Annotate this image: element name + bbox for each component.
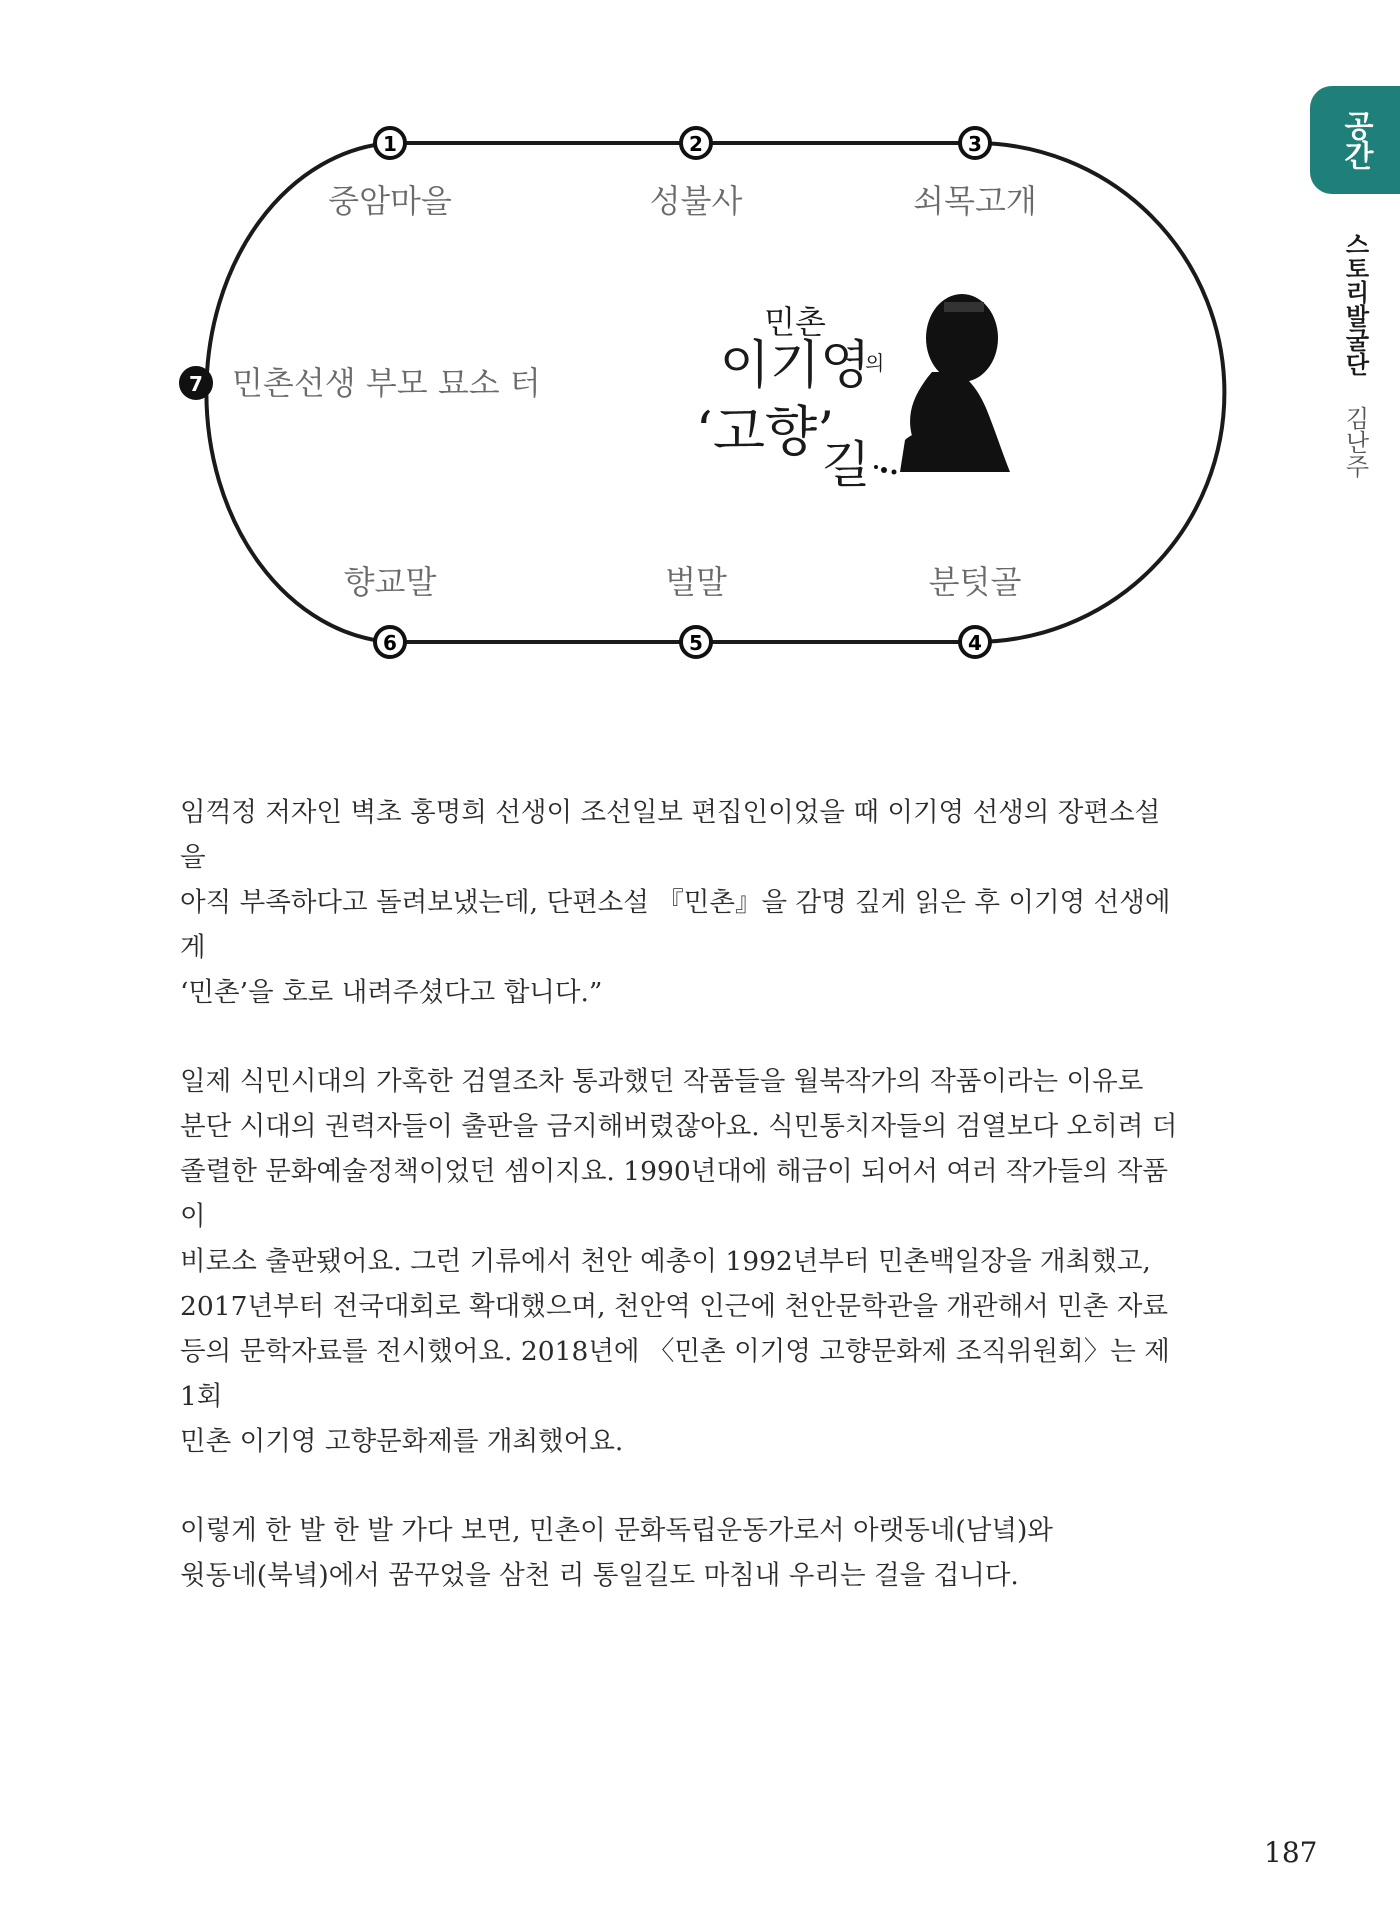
body-text — [180, 790, 1180, 1642]
side-running-title — [1338, 232, 1373, 478]
paragraph-line: 분단 시대의 권력자들이 출판을 금지해버렸잖아요. 식민통치자들의 검열보다 오히려 더 — [180, 1111, 1178, 1142]
route-map — [0, 0, 1400, 680]
author-name: 김난주 — [1341, 405, 1369, 478]
category-tab — [1310, 86, 1400, 194]
stop-label-1: 중암마을 — [328, 182, 452, 220]
svg-text:6: 6 — [383, 631, 397, 655]
paragraph-line: 민촌 이기영 고향문화제를 개최했어요. — [180, 1426, 624, 1457]
portrait-silhouette — [874, 294, 1010, 475]
svg-text:5: 5 — [689, 631, 703, 655]
paragraph-2 — [180, 1059, 1180, 1464]
logo-line1: 민촌 — [764, 303, 826, 341]
stop-label-4: 분텃골 — [928, 563, 1022, 601]
svg-text:2: 2 — [689, 132, 703, 156]
category-tab-label: 공간 — [1338, 110, 1373, 170]
svg-text:7: 7 — [189, 372, 203, 396]
stop-label-7: 민촌선생 부모 묘소 터 — [232, 364, 541, 402]
logo-line3-suffix: 길 — [822, 436, 871, 494]
svg-text:1: 1 — [383, 132, 397, 156]
paragraph-line: ‘민촌’을 호로 내려주셨다고 합니다.” — [180, 977, 603, 1008]
paragraph-line: 이렇게 한 발 한 발 가다 보면, 민촌이 문화독립운동가로서 아랫동네(남녘)와 — [180, 1515, 1053, 1546]
paragraph-line: 일제 식민시대의 가혹한 검열조차 통과했던 작품들을 월북작가의 작품이라는 이유로 — [180, 1066, 1144, 1097]
paragraph-line: 아직 부족하다고 돌려보냈는데, 단편소설 『민촌』을 감명 깊게 읽은 후 이기영 선생에게 — [180, 887, 1171, 963]
stop-marker-1 — [375, 128, 405, 158]
stop-marker-6 — [375, 627, 405, 657]
logo-line2-suffix: 의 — [865, 351, 885, 375]
paragraph-line: 비로소 출판됐어요. 그런 기류에서 천안 예총이 1992년부터 민촌백일장을 개최했고, — [180, 1246, 1151, 1277]
page-number: 187 — [1264, 1836, 1318, 1869]
paragraph-1 — [180, 790, 1180, 1015]
paragraph-line: 등의 문학자료를 전시했어요. 2018년에 〈민촌 이기영 고향문화제 조직위원회〉는 제1회 — [180, 1336, 1170, 1412]
stop-marker-2 — [681, 128, 711, 158]
stop-marker-7 — [181, 368, 211, 398]
logo-line2: 이기영 — [719, 336, 871, 396]
stop-label-6: 향교말 — [343, 563, 437, 601]
stop-marker-5 — [681, 627, 711, 657]
stop-label-5: 벌말 — [665, 563, 727, 601]
paragraph-line: 졸렬한 문화예술정책이었던 셈이지요. 1990년대에 해금이 되어서 여러 작가들의 작품이 — [180, 1156, 1169, 1232]
paragraph-line: 임꺽정 저자인 벽초 홍명희 선생이 조선일보 편집인이었을 때 이기영 선생의 장편소설을 — [180, 797, 1161, 873]
svg-text:3: 3 — [968, 132, 982, 156]
stop-marker-3 — [960, 128, 990, 158]
stop-marker-4 — [960, 627, 990, 657]
logo-line3: ‘고향’ — [695, 400, 835, 463]
paragraph-line: 2017년부터 전국대회로 확대했으며, 천안역 인근에 천안문학관을 개관해서 민촌 자료 — [180, 1291, 1169, 1322]
section-title: 스토리발굴단 — [1341, 232, 1369, 376]
paragraph-3 — [180, 1508, 1180, 1598]
svg-text:4: 4 — [968, 631, 982, 655]
stop-label-2: 성불사 — [649, 182, 743, 220]
route-logo — [696, 303, 885, 494]
stop-label-3: 쇠목고개 — [913, 182, 1037, 220]
paragraph-line: 윗동네(북녘)에서 꿈꾸었을 삼천 리 통일길도 마침내 우리는 걸을 겁니다. — [180, 1560, 1019, 1591]
